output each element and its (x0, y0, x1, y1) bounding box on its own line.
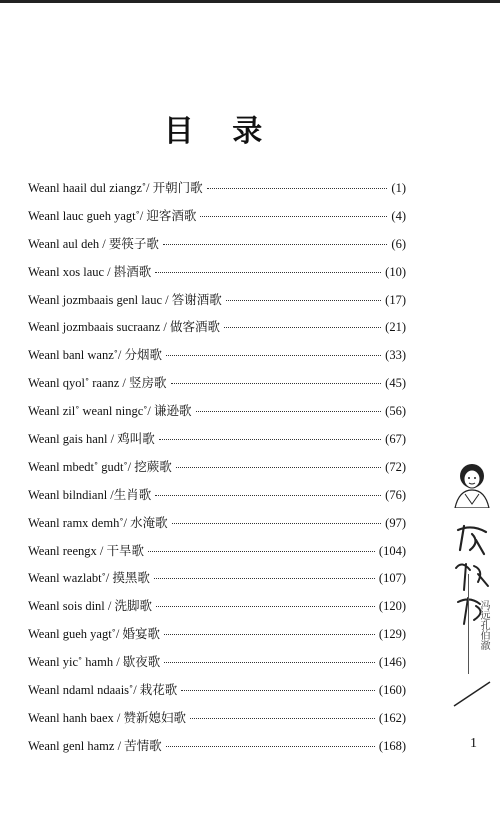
decorative-slash (452, 678, 492, 708)
entry-page-number: (107) (378, 571, 406, 586)
dot-leader (166, 355, 381, 356)
toc-entry (28, 178, 406, 206)
entry-title: Weanl gais hanl / 鸡叫歌 (28, 432, 155, 447)
toc-entry (28, 345, 406, 373)
dot-leader (163, 244, 388, 245)
entry-page-number: (168) (378, 738, 406, 753)
entry-title: Weanl jozmbaais genl lauc / 答谢酒歌 (28, 292, 222, 307)
toc-entry (28, 541, 406, 569)
toc-entry (28, 317, 406, 345)
side-text: 冯远孔伯澈 (478, 600, 489, 650)
toc-entry (28, 234, 406, 262)
entry-title: Weanl sois dinl / 洗脚歌 (28, 599, 152, 614)
dot-leader (154, 578, 375, 579)
toc-entry (28, 485, 406, 513)
entry-title: Weanl lauc gueh yagt˚/ 迎客酒歌 (28, 208, 197, 223)
vertical-rule (468, 574, 469, 674)
toc-entry (28, 596, 406, 624)
entry-page-number: (45) (385, 376, 406, 391)
dot-leader (164, 662, 375, 663)
toc-entry (28, 680, 406, 708)
entry-title: Weanl ndaml ndaais˚/ 栽花歌 (28, 683, 178, 698)
toc-entry (28, 736, 406, 764)
entry-page-number: (129) (378, 627, 406, 642)
toc-entry (28, 513, 406, 541)
toc-entry (28, 457, 406, 485)
dot-leader (224, 327, 381, 328)
entry-page-number: (104) (378, 543, 406, 558)
dot-leader (155, 495, 381, 496)
entry-page-number: (56) (385, 404, 406, 419)
entry-page-number: (160) (378, 683, 406, 698)
entry-title: Weanl ramx demh˚/ 水淹歌 (28, 515, 168, 530)
dot-leader (176, 467, 381, 468)
toc-entry (28, 568, 406, 596)
page-number: 1 (470, 736, 477, 751)
dot-leader (190, 718, 375, 719)
dot-leader (159, 439, 381, 440)
entry-title: Weanl mbedt˚ gudt˚/ 挖蕨歌 (28, 459, 172, 474)
entry-title: Weanl genl hamz / 苦情歌 (28, 738, 162, 753)
entry-page-number: (162) (378, 710, 406, 725)
entry-page-number: (10) (385, 264, 406, 279)
toc-entry (28, 401, 406, 429)
dot-leader (207, 188, 388, 189)
toc-entry (28, 652, 406, 680)
entry-page-number: (67) (385, 432, 406, 447)
entry-title: Weanl bilndianl /生肖歌 (28, 487, 152, 502)
page-title: 目 录 (163, 114, 277, 149)
entry-title: Weanl jozmbaais sucraanz / 做客酒歌 (28, 320, 220, 335)
portrait-illustration (451, 460, 493, 508)
entry-page-number: (76) (385, 487, 406, 502)
entry-page-number: (4) (391, 208, 406, 223)
entry-title: Weanl xos lauc / 斟酒歌 (28, 264, 152, 279)
entry-page-number: (33) (385, 348, 406, 363)
toc-entry (28, 429, 406, 457)
entry-title: Weanl gueh yagt˚/ 婚宴歌 (28, 627, 160, 642)
top-border (0, 0, 500, 3)
toc-entry (28, 290, 406, 318)
toc-entry (28, 206, 406, 234)
dot-leader (148, 551, 375, 552)
dot-leader (226, 300, 381, 301)
dot-leader (164, 634, 375, 635)
toc-entry (28, 373, 406, 401)
dot-leader (196, 411, 382, 412)
toc-entry (28, 624, 406, 652)
dot-leader (171, 383, 382, 384)
entry-title: Weanl yic˚ hamh / 歇夜歌 (28, 655, 161, 670)
entry-title: Weanl wazlabt˚/ 摸黑歌 (28, 571, 150, 586)
entry-title: Weanl zil˚ weanl ningc˚/ 谦逊歌 (28, 404, 192, 419)
entry-title: Weanl qyol˚ raanz / 竖房歌 (28, 376, 167, 391)
dot-leader (166, 746, 375, 747)
entry-page-number: (17) (385, 292, 406, 307)
dot-leader (156, 606, 375, 607)
entry-title: Weanl reengx / 干旱歌 (28, 543, 144, 558)
dot-leader (181, 690, 375, 691)
entry-title: Weanl hanh baex / 赞新媳妇歌 (28, 710, 186, 725)
table-of-contents (28, 178, 406, 764)
entry-page-number: (6) (391, 236, 406, 251)
entry-page-number: (97) (385, 515, 406, 530)
entry-title: Weanl aul deh / 要筷子歌 (28, 236, 159, 251)
dot-leader (155, 272, 381, 273)
entry-page-number: (120) (378, 599, 406, 614)
toc-entry (28, 708, 406, 736)
dot-leader (172, 523, 382, 524)
entry-page-number: (146) (378, 655, 406, 670)
entry-page-number: (1) (391, 181, 406, 195)
entry-title: Weanl banl wanz˚/ 分烟歌 (28, 348, 163, 363)
entry-page-number: (72) (385, 459, 406, 474)
entry-page-number: (21) (385, 320, 406, 335)
dot-leader (200, 216, 387, 217)
entry-title: Weanl haail dul ziangz˚/ 开朝门歌 (28, 181, 203, 195)
toc-entry (28, 262, 406, 290)
